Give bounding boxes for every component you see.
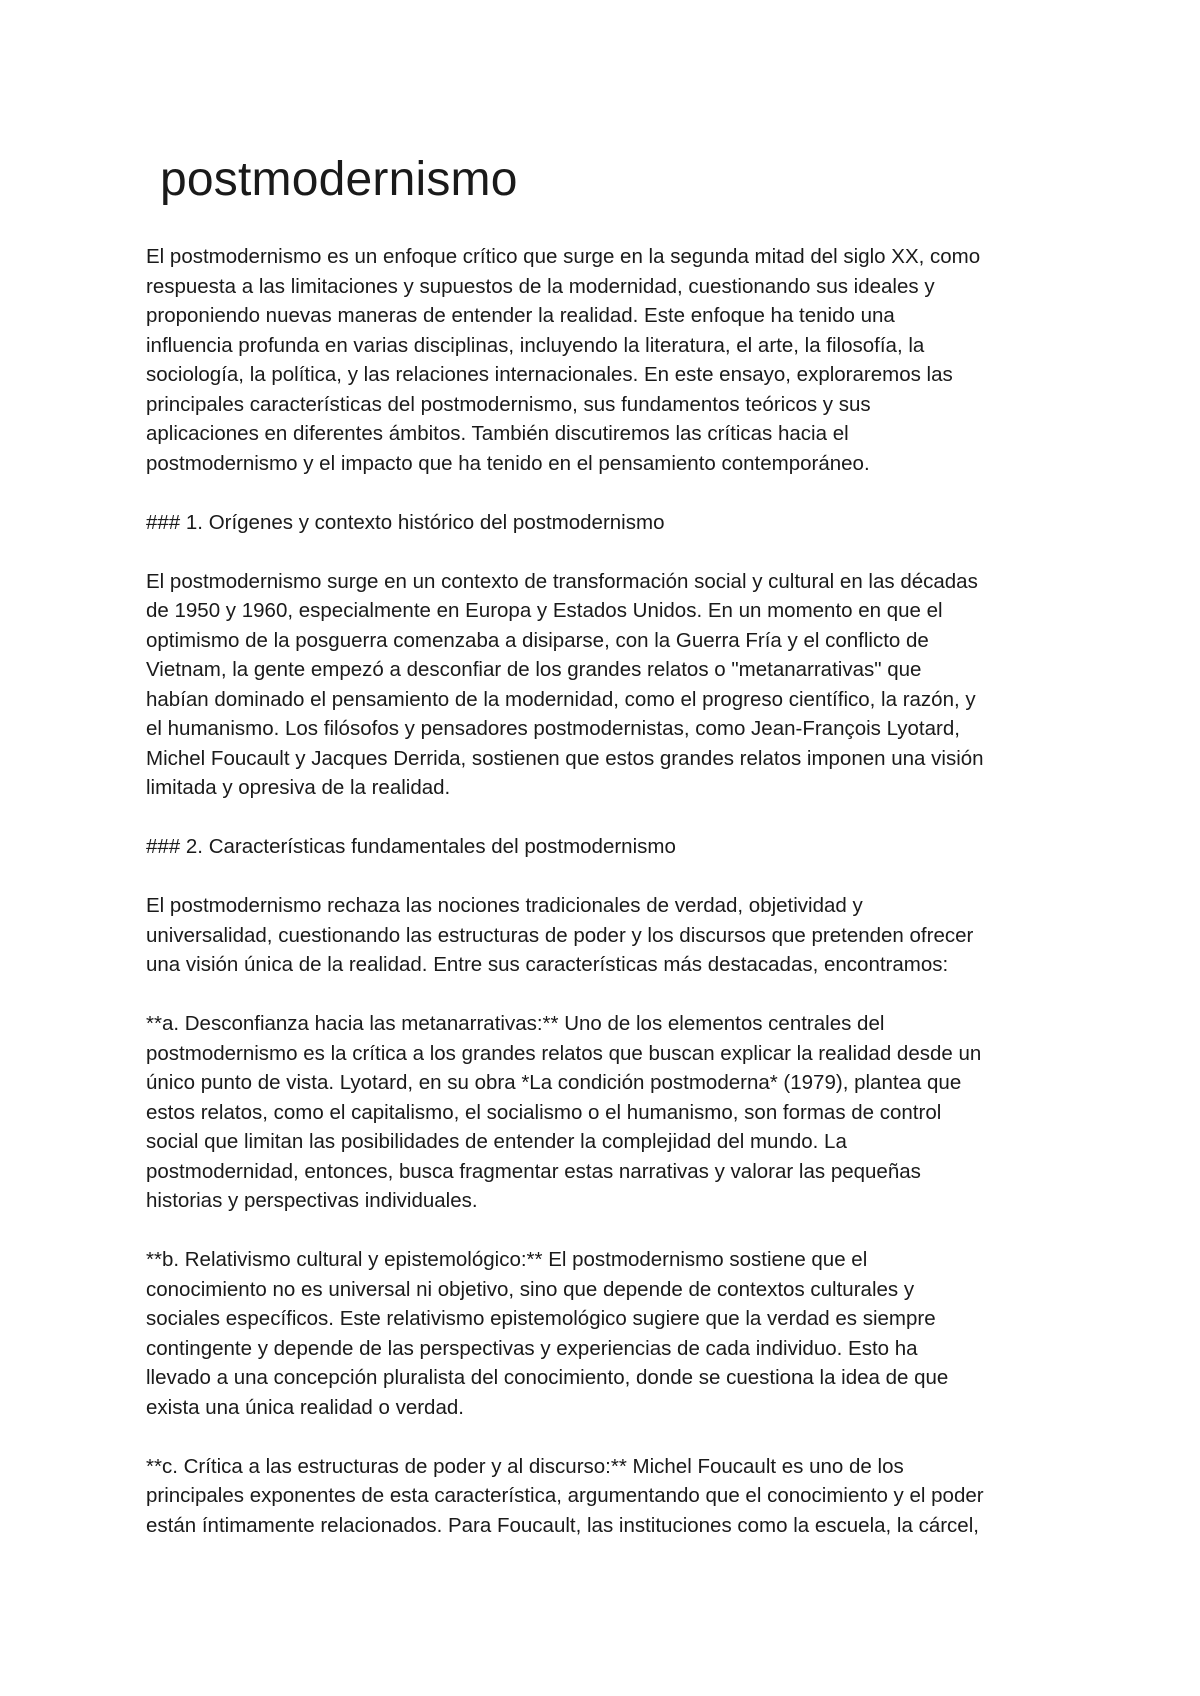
text-line: principales exponentes de esta característica, argumentando que el conocimiento y el poder	[146, 1484, 984, 1507]
text-line: sociales específicos. Este relativismo epistemológico sugiere que la verdad es siempre	[146, 1307, 936, 1330]
text-line: exista una única realidad o verdad.	[146, 1395, 464, 1419]
text-line: una visión única de la realidad. Entre sus características más destacadas, encontramos:	[146, 953, 949, 976]
text-line: optimismo de la posguerra comenzaba a disiparse, con la Guerra Fría y el conflicto de	[146, 628, 929, 652]
text-line: habían dominado el pensamiento de la modernidad, como el progreso científico, la razón, y	[146, 687, 976, 711]
paragraph	[146, 1009, 1066, 1216]
text-line: de 1950 y 1960, especialmente en Europa y Estados Unidos. En un momento en que el	[146, 599, 943, 622]
section-heading	[146, 832, 1066, 862]
text-line: proponiendo nuevas maneras de entender la realidad. Este enfoque ha tenido una	[146, 304, 895, 327]
text-line: aplicaciones en diferentes ámbitos. También discutiremos las críticas hacia el	[146, 422, 849, 445]
text-line: influencia profunda en varias disciplinas, incluyendo la literatura, el arte, la filosofía, la	[146, 333, 925, 357]
paragraph	[146, 891, 1066, 980]
text-line: **a. Desconfianza hacia las metanarrativas:** Uno de los elementos centrales del	[146, 1012, 885, 1035]
text-line: principales características del postmodernismo, sus fundamentos teóricos y sus	[146, 392, 871, 416]
paragraph	[146, 567, 1066, 803]
text-line: El postmodernismo surge en un contexto de transformación social y cultural en las décadas	[146, 569, 978, 593]
text-line: historias y perspectivas individuales.	[146, 1189, 478, 1212]
text-line: están íntimamente relacionados. Para Foucault, las instituciones como la escuela, la cárcel,	[146, 1513, 979, 1537]
text-line: Vietnam, la gente empezó a desconfiar de los grandes relatos o "metanarrativas" que	[146, 658, 922, 681]
text-line: **c. Crítica a las estructuras de poder y al discurso:** Michel Foucault es uno de los	[146, 1454, 904, 1478]
paragraph	[146, 1245, 1066, 1422]
paragraph	[146, 242, 1066, 478]
text-line: postmodernidad, entonces, busca fragmentar estas narrativas y valorar las pequeñas	[146, 1159, 921, 1183]
text-line: universalidad, cuestionando las estructuras de poder y los discursos que pretenden ofrecer	[146, 923, 974, 947]
document-body	[146, 242, 1066, 1540]
text-line: limitada y opresiva de la realidad.	[146, 776, 451, 799]
text-line: único punto de vista. Lyotard, en su obra *La condición postmoderna* (1979), plantea que	[146, 1071, 962, 1094]
text-line: ### 2. Características fundamentales del postmodernismo	[146, 835, 676, 858]
text-line: estos relatos, como el capitalismo, el socialismo o el humanismo, son formas de control	[146, 1100, 942, 1124]
text-line: Michel Foucault y Jacques Derrida, sostienen que estos grandes relatos imponen una visión	[146, 746, 984, 770]
text-line: ### 1. Orígenes y contexto histórico del postmodernismo	[146, 510, 665, 534]
text-line: postmodernismo y el impacto que ha tenido en el pensamiento contemporáneo.	[146, 451, 870, 475]
text-line: El postmodernismo es un enfoque crítico que surge en la segunda mitad del siglo XX, como	[146, 245, 981, 268]
text-line: respuesta a las limitaciones y supuestos de la modernidad, cuestionando sus ideales y	[146, 274, 935, 298]
text-line: social que limitan las posibilidades de entender la complejidad del mundo. La	[146, 1130, 847, 1153]
text-line: postmodernismo es la crítica a los grandes relatos que buscan explicar la realidad desde un	[146, 1041, 982, 1065]
text-line: sociología, la política, y las relaciones internacionales. En este ensayo, exploraremos las	[146, 363, 953, 386]
text-line: llevado a una concepción pluralista del conocimiento, donde se cuestiona la idea de que	[146, 1366, 949, 1389]
text-line: contingente y depende de las perspectivas y experiencias de cada individuo. Esto ha	[146, 1336, 918, 1360]
text-line: El postmodernismo rechaza las nociones tradicionales de verdad, objetividad y	[146, 894, 863, 917]
document-title: postmodernismo	[160, 153, 518, 206]
section-heading	[146, 508, 1066, 538]
paragraph	[146, 1452, 1066, 1541]
text-line: **b. Relativismo cultural y epistemológico:** El postmodernismo sostiene que el	[146, 1248, 868, 1271]
text-line: conocimiento no es universal ni objetivo, sino que depende de contextos culturales y	[146, 1277, 915, 1301]
text-line: el humanismo. Los filósofos y pensadores postmodernistas, como Jean-François Lyotard,	[146, 717, 960, 740]
